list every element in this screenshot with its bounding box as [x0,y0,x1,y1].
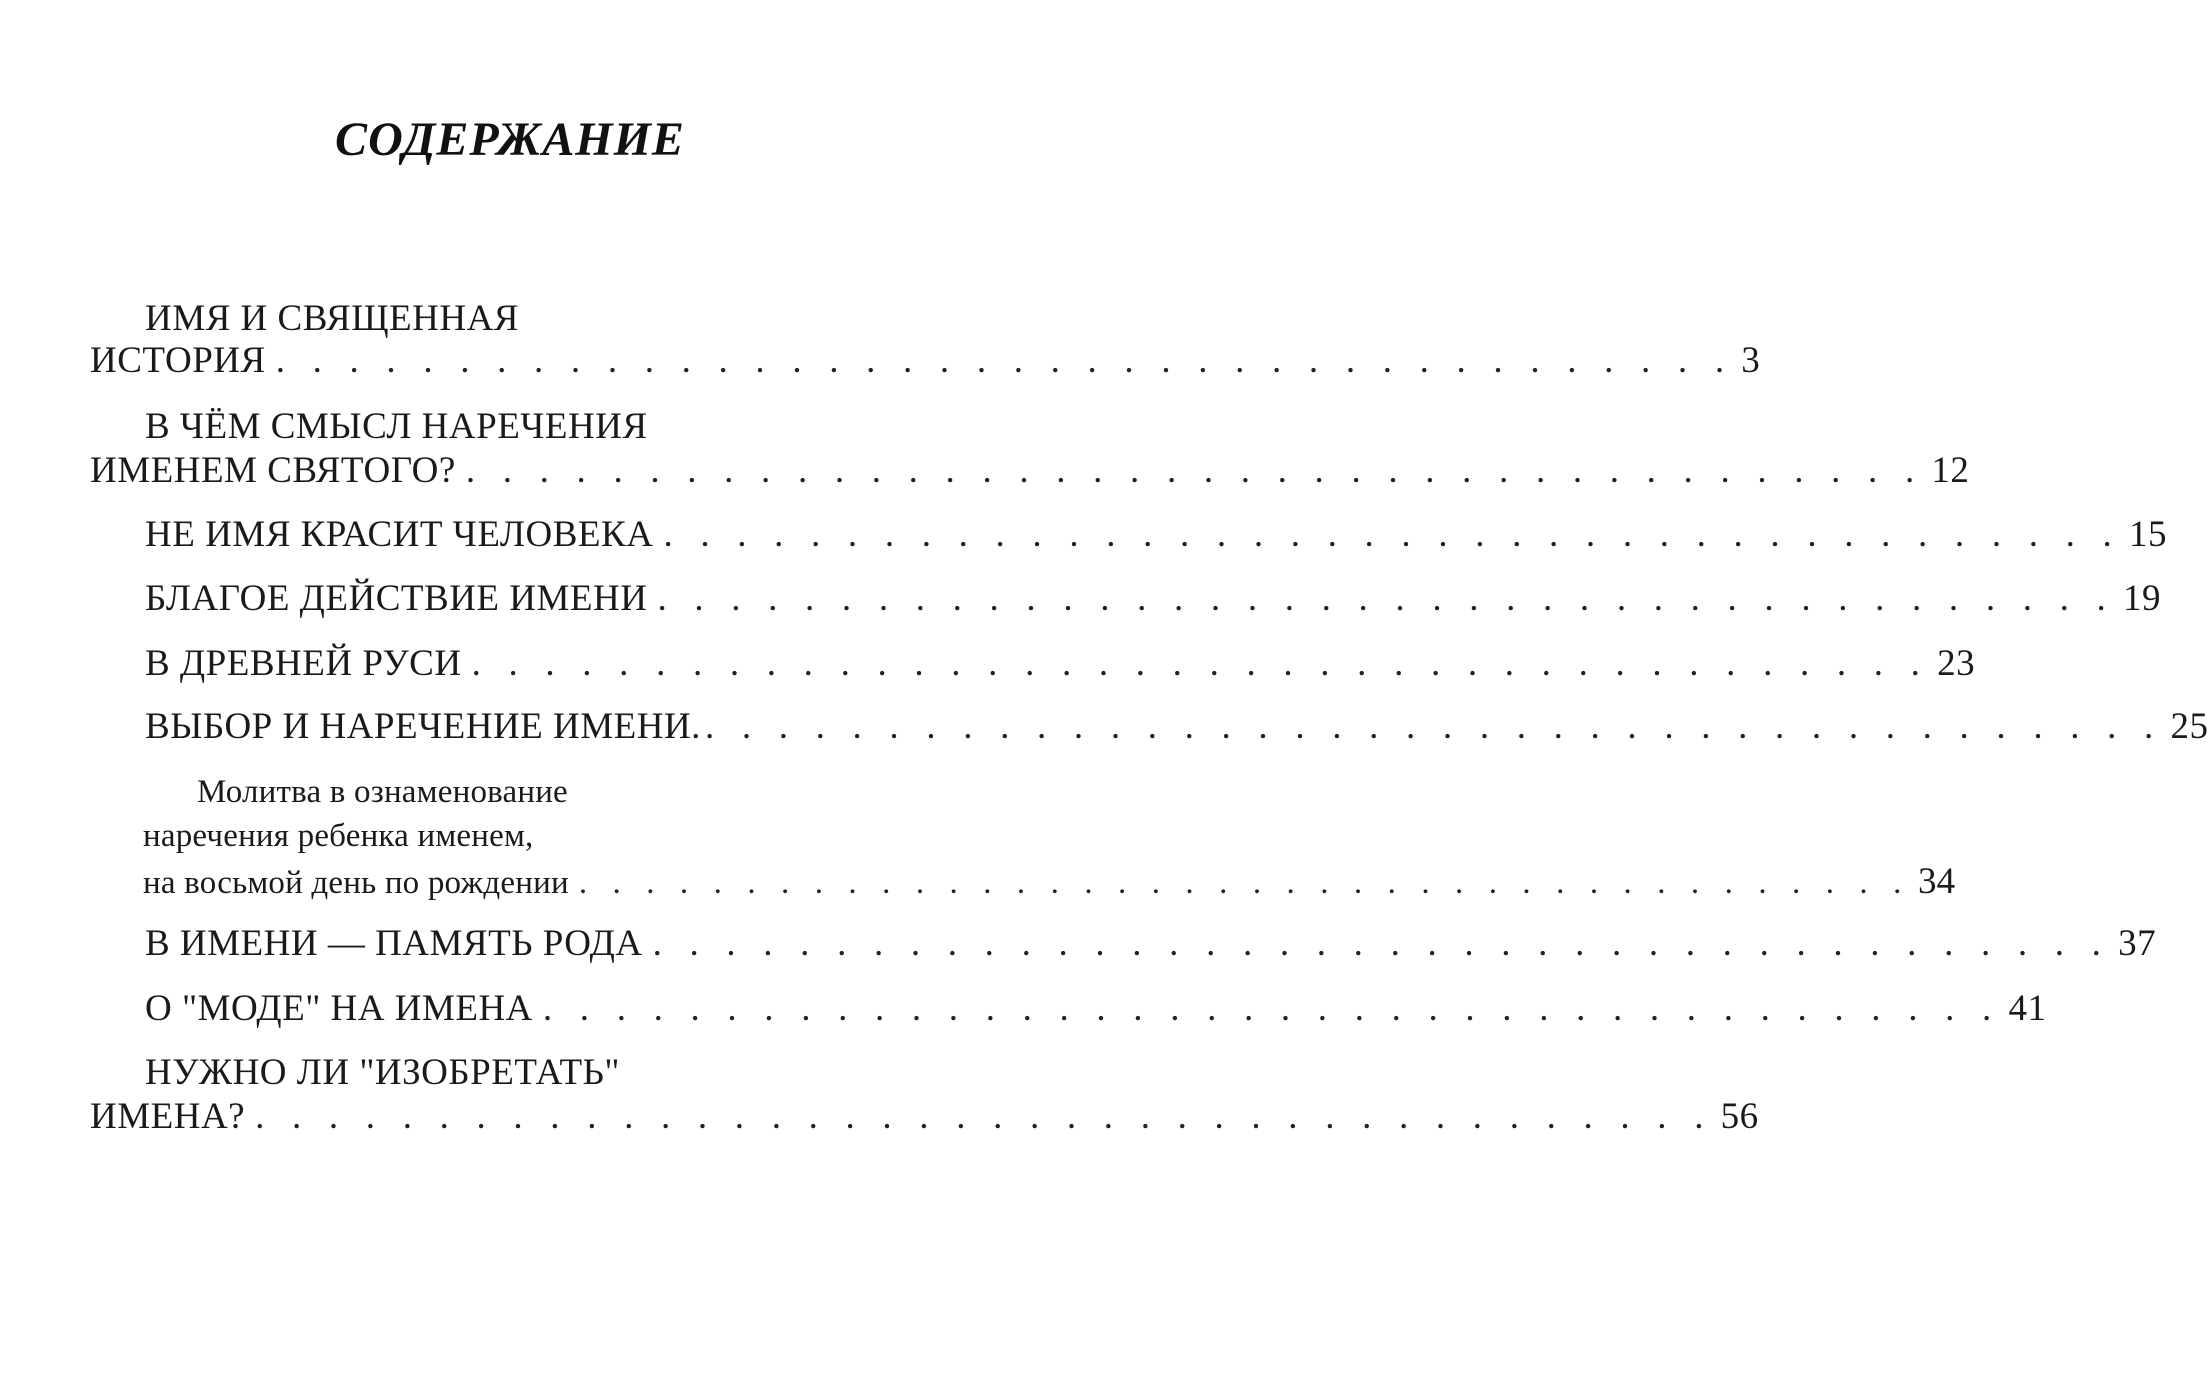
page-title: СОДЕРЖАНИЕ [335,113,685,166]
dot-leader: . . . . . . . . . . . . . . . . . . . . . . . . . . . . . . . . . . . . . . . . [542,988,2001,1029]
toc-entry-text: В ИМЕНИ — ПАМЯТЬ РОДА [145,923,643,964]
dot-leader: . . . . . . . . . . . . . . . . . . . . . . . . . . . . . . . . . . . . . . . . [704,706,2163,747]
toc-page-number: 3 [1741,340,1761,381]
toc-entry-7-line-3 [143,861,1956,902]
toc-page-number: 41 [2008,988,2047,1029]
dot-leader: . . . . . . . . . . . . . . . . . . . . . . . . . . . . . . . . . . . . . . . . [657,578,2115,619]
toc-page-number: 23 [1937,643,1976,684]
toc-entry-text: ИМЕНЕМ СВЯТОГО? [90,450,456,491]
toc-entry-7-line-1 [197,776,568,809]
toc-entry-text: БЛАГОЕ ДЕЙСТВИЕ ИМЕНИ [145,578,648,619]
toc-page-number: 34 [1917,861,1956,902]
toc-entry-7-line-2 [143,820,534,853]
toc-entry-10-line-1 [145,1054,620,1091]
dot-leader: . . . . . . . . . . . . . . . . . . . . . . . . . . . . . . . . . . . . . . . . [652,923,2111,964]
toc-page-number: 25 [2170,706,2209,747]
toc-entry-text: В ЧЁМ СМЫСЛ НАРЕЧЕНИЯ [145,406,648,447]
toc-entry-1-line-1 [145,300,519,337]
toc-page-number: 37 [2118,923,2157,964]
toc-entry-2-line-2 [90,450,1970,491]
toc-entry-text: на восьмой день по рождении [143,865,569,901]
dot-leader: . . . . . . . . . . . . . . . . . . . . . . . . . . . . . . . . . . . . . . . . [578,865,1910,901]
toc-entry-9 [145,988,2047,1029]
dot-leader: . . . . . . . . . . . . . . . . . . . . . . . . . . . . . . . . . . . . . . . . [663,514,2121,555]
toc-entry-1-line-2 [90,340,1761,381]
toc-entry-6 [145,706,2209,747]
toc-page-number: 19 [2123,578,2161,619]
toc-page-number: 15 [2129,514,2167,555]
toc-page-number: 12 [1931,450,1970,491]
toc-entry-text: ИМЯ И СВЯЩЕННАЯ [145,298,519,339]
toc-entry-3 [145,514,2167,555]
toc-entry-8 [145,923,2157,964]
toc-entry-text: ИСТОРИЯ [90,340,266,381]
toc-page-number: 56 [1720,1096,1759,1137]
toc-entry-text: Молитва в ознаменование [197,774,568,810]
toc-entry-4 [145,578,2161,619]
toc-entry-5 [145,643,1976,684]
toc-entry-2-line-1 [145,408,648,445]
toc-entry-text: В ДРЕВНЕЙ РУСИ [145,643,462,684]
toc-entry-text: НЕ ИМЯ КРАСИТ ЧЕЛОВЕКА [145,514,654,555]
dot-leader: . . . . . . . . . . . . . . . . . . . . . . . . . . . . . . . . . . . . . . . . [255,1096,1713,1137]
toc-entry-text: О "МОДЕ" НА ИМЕНА [145,988,533,1029]
dot-leader: . . . . . . . . . . . . . . . . . . . . . . . . . . . . . . . . . . . . . . . . [471,643,1930,684]
toc-entry-text: ВЫБОР И НАРЕЧЕНИЕ ИМЕНИ. [145,706,701,747]
toc-entry-text: НУЖНО ЛИ "ИЗОБРЕТАТЬ" [145,1052,621,1093]
toc-entry-text: наречения ребенка именем, [143,818,534,854]
toc-entry-text: ИМЕНА? [90,1096,246,1137]
dot-leader: . . . . . . . . . . . . . . . . . . . . . . . . . . . . . . . . . . . . . . . . [465,450,1924,491]
toc-entry-10-line-2 [90,1096,1759,1137]
dot-leader: . . . . . . . . . . . . . . . . . . . . . . . . . . . . . . . . . . . . . . . . [275,340,1734,381]
